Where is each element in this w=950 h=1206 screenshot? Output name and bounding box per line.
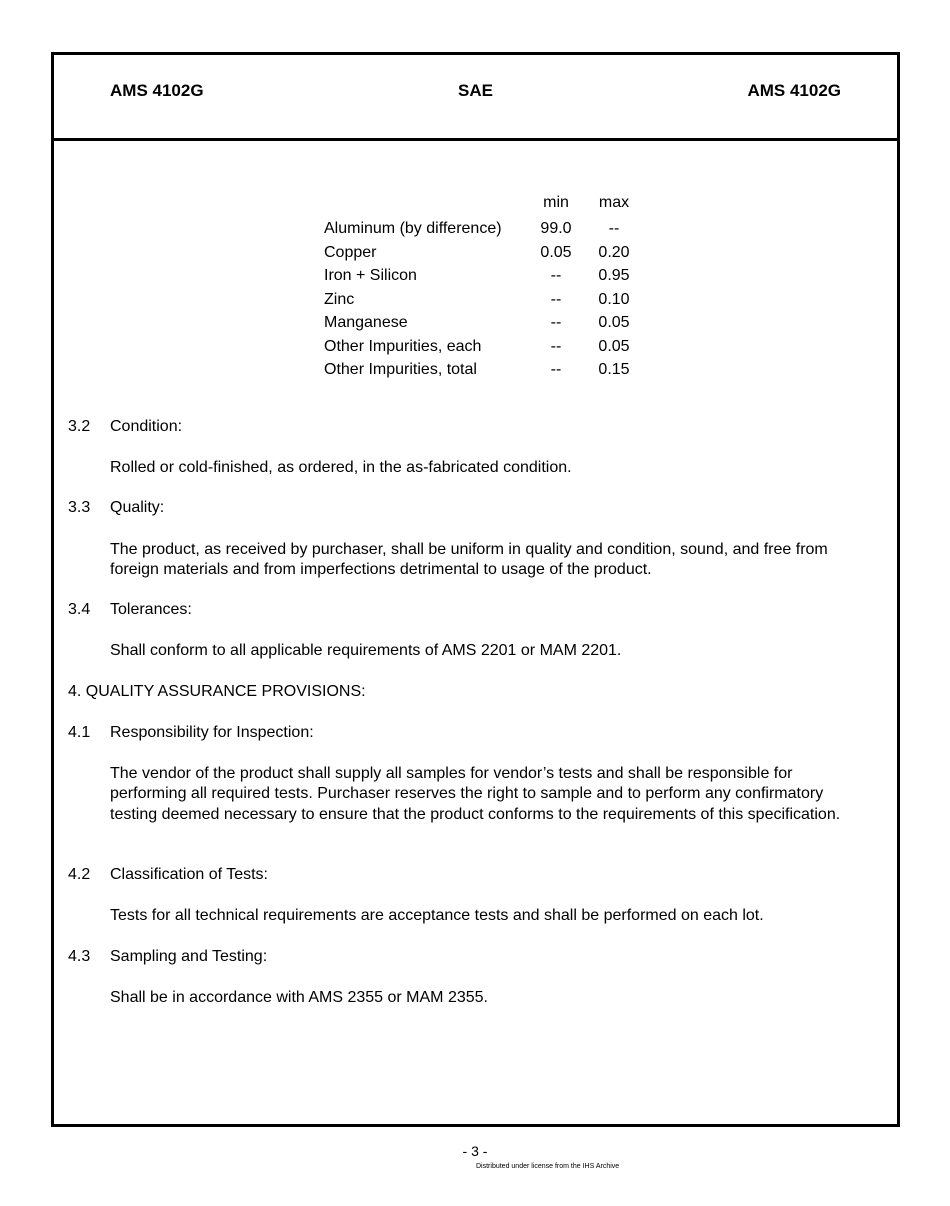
- table-row: [324, 267, 644, 291]
- element-name: Iron + Silicon: [324, 267, 417, 284]
- section-paragraph: Rolled or cold-finished, as ordered, in the as-fabricated condition.: [110, 459, 572, 476]
- element-min: --: [550, 361, 562, 378]
- section-paragraph: The vendor of the product shall supply all samples for vendor’s tests and shall be responsible for performing all required tests. Purchaser reserves the right to sample and to perform any confirmatory testing deemed necessary to ensure that the product conforms to the requirements of this specification.: [110, 765, 841, 823]
- section-heading: Condition:: [110, 418, 183, 435]
- element-name: Other Impurities, total: [324, 361, 477, 378]
- element-name: Aluminum (by difference): [324, 220, 502, 237]
- table-row: [324, 244, 644, 268]
- element-name: Other Impurities, each: [324, 337, 482, 355]
- element-name: Manganese: [324, 314, 408, 331]
- page-number: - 3 -: [462, 1143, 488, 1159]
- element-max: 0.05: [598, 314, 630, 331]
- col-min-header: min: [543, 194, 569, 211]
- section-heading: Quality:: [110, 499, 165, 516]
- element-max: 0.20: [598, 243, 630, 261]
- section-title-quality-assurance: 4. QUALITY ASSURANCE PROVISIONS:: [68, 683, 366, 700]
- element-max: 0.05: [598, 337, 630, 355]
- composition-header-row: [324, 194, 644, 220]
- section-paragraph: Shall conform to all applicable requirements of AMS 2201 or MAM 2201.: [110, 642, 622, 659]
- element-min: 99.0: [540, 220, 572, 237]
- section-number: 3.2: [68, 418, 91, 435]
- section-heading: Sampling and Testing:: [110, 948, 268, 965]
- section-heading: Classification of Tests:: [110, 866, 268, 883]
- section-number: 4.1: [68, 724, 91, 741]
- element-min: --: [550, 290, 562, 308]
- element-min: --: [550, 337, 562, 355]
- element-max: 0.10: [598, 290, 630, 308]
- header-doc-id-left: AMS 4102G: [110, 81, 204, 100]
- page-header: [54, 55, 897, 141]
- section-number: 4.2: [68, 866, 91, 883]
- section-paragraph: Tests for all technical requirements are acceptance tests and shall be performed on each lot.: [110, 907, 764, 924]
- section-heading: Tolerances:: [110, 601, 192, 618]
- table-row: [324, 291, 644, 315]
- section-paragraph: The product, as received by purchaser, shall be uniform in quality and condition, sound, and free from foreign materials and from imperfections detrimental to usage of the product.: [110, 541, 828, 579]
- element-max: --: [608, 220, 620, 237]
- page-frame: [51, 52, 900, 1127]
- section-number: 3.3: [68, 499, 91, 516]
- section-paragraph: Shall be in accordance with AMS 2355 or MAM 2355.: [110, 989, 488, 1006]
- header-org: SAE: [458, 81, 493, 100]
- element-max: 0.95: [598, 267, 630, 284]
- composition-table: [324, 194, 644, 385]
- table-row: [324, 361, 644, 385]
- table-row: [324, 338, 644, 362]
- col-max-header: max: [598, 194, 630, 211]
- element-name: Zinc: [324, 290, 355, 308]
- element-max: 0.15: [598, 361, 630, 378]
- element-min: --: [550, 267, 562, 284]
- element-min: --: [550, 314, 562, 331]
- element-min: 0.05: [540, 243, 572, 261]
- table-row: [324, 314, 644, 338]
- section-number: 3.4: [68, 601, 91, 618]
- header-doc-id-right: AMS 4102G: [747, 81, 841, 100]
- table-row: [324, 220, 644, 244]
- license-notice: Distributed under license from the IHS Archive: [476, 1163, 620, 1170]
- element-name: Copper: [324, 243, 377, 261]
- section-number: 4.3: [68, 948, 91, 965]
- section-heading: Responsibility for Inspection:: [110, 724, 314, 741]
